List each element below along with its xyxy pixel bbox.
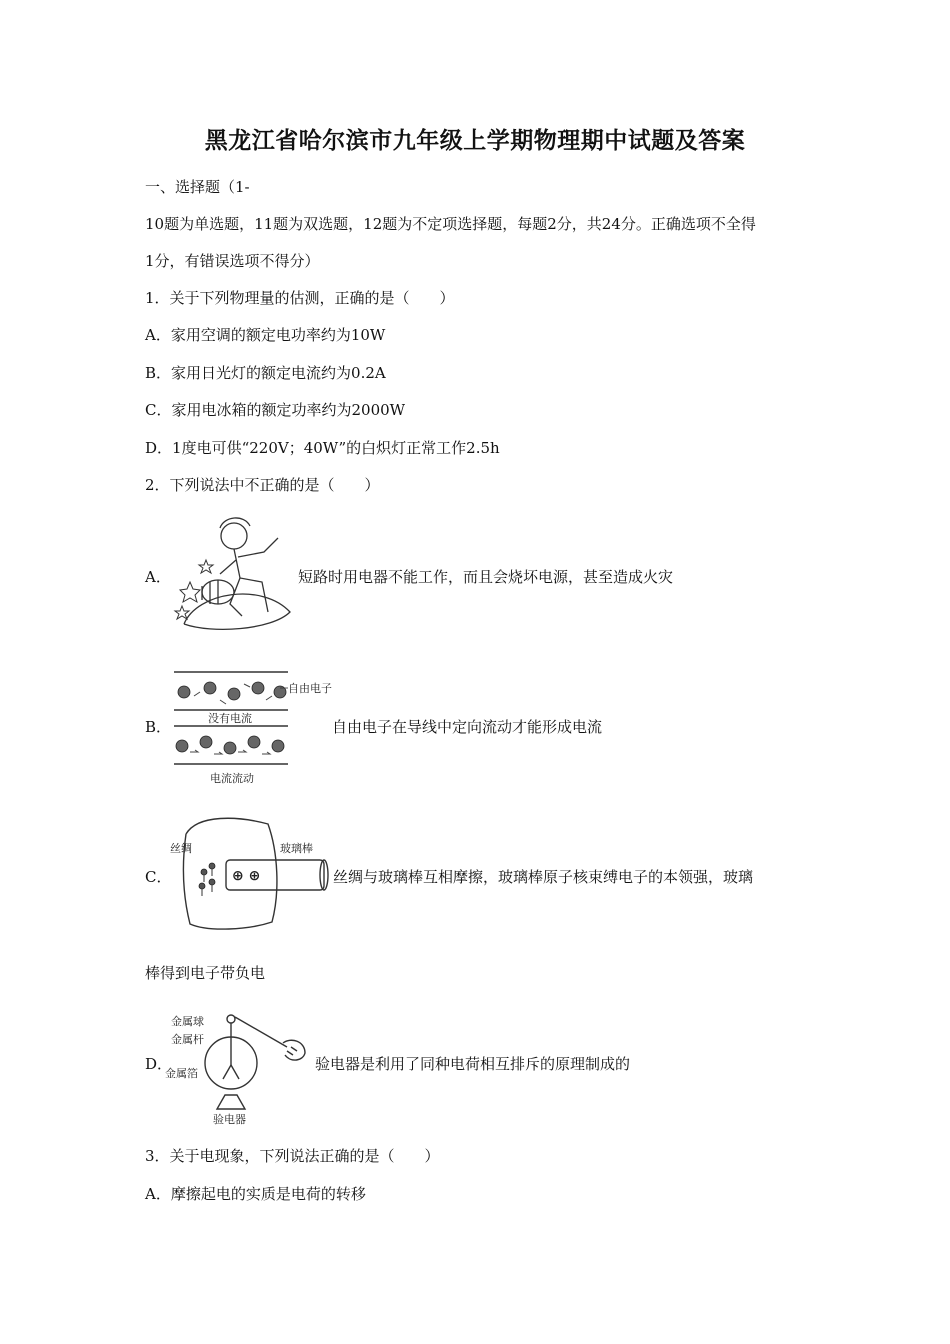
question-2-stem: 2．下列说法中不正确的是（ ） [145,476,380,494]
electroscope-label: 验电器 [213,1113,246,1126]
question-2-option-a-letter: A． [145,568,171,586]
question-1-stem: 1．关于下列物理量的估测，正确的是（ ） [145,289,455,307]
question-2-option-c-text-continued: 棒得到电子带负电 [145,964,266,982]
section-description-line-1: 10题为单选题，11题为双选题，12题为不定项选择题，每题2分，共24分。正确选项不全得 [145,215,756,233]
silk-label: 丝绸 [170,842,192,855]
silk-glass-rod-figure [168,812,333,934]
no-current-label: 没有电流 [208,712,252,725]
question-1-option-b: B．家用日光灯的额定电流约为0.2A [145,364,386,382]
question-2-option-c-text: 丝绸与玻璃棒互相摩擦，玻璃棒原子核束缚电子的本领强，玻璃 [333,868,754,886]
question-1-option-c: C．家用电冰箱的额定功率约为2000W [145,401,406,419]
question-2-option-d-letter: D． [145,1055,173,1073]
question-3-stem: 3．关于电现象，下列说法正确的是（ ） [145,1147,440,1165]
question-1-option-d: D．1度电可供“220V；40W”的白炽灯正常工作2.5h [145,439,500,457]
section-heading: 一、选择题（1- [145,178,250,196]
metal-ball-label: 金属球 [171,1015,204,1028]
svg-text:⊕ ⊕: ⊕ ⊕ [232,868,261,884]
current-flow-label: 电流流动 [210,772,254,785]
glass-rod-label: 玻璃棒 [280,842,313,855]
question-2-option-a-text: 短路时用电器不能工作，而且会烧坏电源，甚至造成火灾 [298,568,674,586]
question-2-option-d-text: 验电器是利用了同种电荷相互排斥的原理制成的 [315,1055,631,1073]
short-circuit-figure [172,512,297,634]
free-electron-label: 自由电子 [288,682,332,695]
metal-foil-label: 金属箔 [165,1067,198,1080]
question-1-option-a: A．家用空调的额定电功率约为10W [145,326,386,344]
section-description-line-2: 1分，有错误选项不得分） [145,252,320,270]
electron-flow-figure [170,666,332,788]
page-title: 黑龙江省哈尔滨市九年级上学期物理期中试题及答案 [204,127,746,154]
question-2-option-b-text: 自由电子在导线中定向流动才能形成电流 [332,718,603,736]
question-2-option-b-letter: B． [145,718,172,736]
question-3-option-a: A．摩擦起电的实质是电荷的转移 [145,1185,366,1203]
question-2-option-c-letter: C． [145,868,172,886]
metal-rod-label: 金属杆 [171,1033,204,1046]
electroscope-figure [165,1005,315,1127]
